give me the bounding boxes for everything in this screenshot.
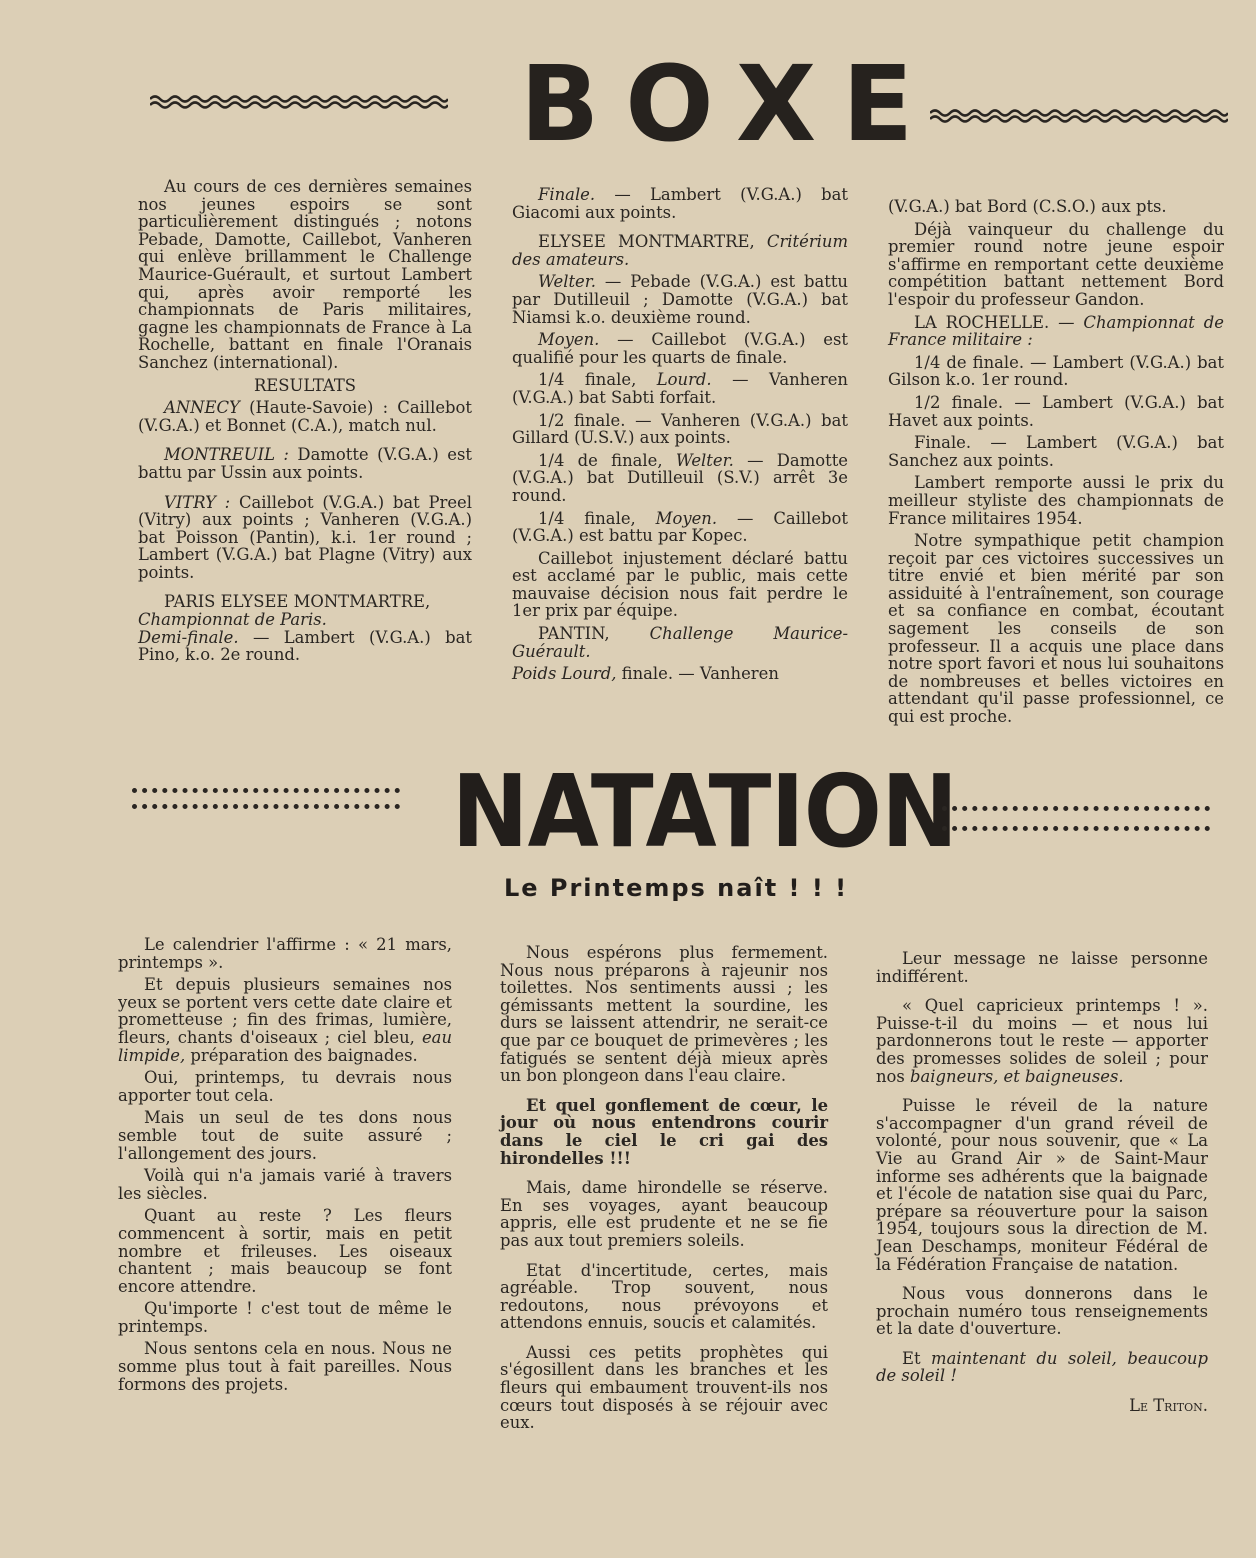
natation-title: NATATION xyxy=(451,753,958,870)
result-paris-title: PARIS ELYSEE MONTMARTRE, xyxy=(164,592,431,612)
result-sf: 1/2 finale. — Vanheren (V.G.A.) bat Gillard (U.S.V.) aux points. xyxy=(512,410,848,448)
result-vitry: VITRY : Caillebot (V.G.A.) bat Preel (Vitry) aux points ; Vanheren (V.G.A.) bat Poisson (Pantin), k.i. 1er round ; Lambert (V.G.A.) bat Plagne (Vitry) aux points. xyxy=(138,492,472,582)
nat-p4: Mais un seul de tes dons nous semble tout de suite assuré ; l'allongement des jours. xyxy=(118,1108,452,1163)
wavy-rule-right xyxy=(930,108,1228,124)
result-qf-moyen: 1/4 finale, Moyen. — Caillebot (V.G.A.) est battu par Kopec. xyxy=(512,508,849,546)
nat-c3-p1: Leur message ne laisse personne indifférent. xyxy=(876,949,1208,986)
nat-p1: Le calendrier l'affirme : « 21 mars, printemps ». xyxy=(118,935,452,972)
result-la-rochelle: LA ROCHELLE. — Championnat de France militaire : xyxy=(888,312,1224,350)
result-welter: Welter. — Pebade (V.G.A.) est battu par Dutilleuil ; Damotte (V.G.A.) bat Niamsi k.o. deuxième round. xyxy=(512,272,848,327)
bord-result: (V.G.A.) bat Bord (C.S.O.) aux pts. xyxy=(888,197,1167,216)
nat-p2: Et depuis plusieurs semaines nos yeux se portent vers cette date claire et prometteuse ; fin des frimas, lumière, fleurs, chants d'oiseaux ; ciel bleu, eau limpide, préparation des baignades. xyxy=(118,975,452,1065)
result-annecy: ANNECY (Haute-Savoie) : Caillebot (V.G.A.) et Bonnet (C.A.), match nul. xyxy=(138,398,472,435)
nat-c2-p5: Aussi ces petits prophètes qui s'égosillent dans les branches et les fleurs qui embaument trouvent-ils nos cœurs tout disposés à se réjouir avec eux. xyxy=(500,1342,828,1433)
nat-c2-p3: Mais, dame hirondelle se réserve. En ses voyages, ayant beaucoup appris, elle est prudente et ne se fie pas aux tout premiers soleils. xyxy=(500,1178,828,1250)
dotted-rule-left xyxy=(132,788,400,814)
nat-c3-p3: Puisse le réveil de la nature s'accompagner d'un grand réveil de volonté, pour nous souvenir, que « La Vie au Grand Air » de Saint-Maur informe ses adhérents que la baignade et l'école de natation sise quai du Parc, prépare sa réouverture pour la saison 1954, toujours sous la direction de M. Jean Deschamps, moniteur Fédéral de la Fédération Française de natation. xyxy=(876,1096,1208,1274)
dotted-rule-right xyxy=(942,806,1210,836)
nat-p8: Nous sentons cela en nous. Nous ne somme plus tout à fait pareilles. Nous formons des projets. xyxy=(118,1339,452,1394)
result-qf-lourd: 1/4 finale, Lourd. — Vanheren (V.G.A.) bat Sabti forfait. xyxy=(512,370,848,407)
boxe-intro: Au cours de ces dernières semaines nos jeunes espoirs se sont particulièrement distingués ; notons Pebade, Damotte, Caillebot, Vanheren qui enlève brillamment le Challenge Maurice-Guérault, et surtout Lambert qui, après avoir remporté les championnats de Paris militaires, gagne les championnats de France à La Rochelle, battant en finale l'Oranais Sanchez (international). xyxy=(138,177,472,372)
nat-c2-p2: Et quel gonflement de cœur, le jour où nous entendrons courir dans le ciel le cri gai des hirondelles !!! xyxy=(500,1095,828,1168)
boxe-column-2 xyxy=(512,186,848,688)
boxe-title: BOXE xyxy=(520,43,940,165)
nat-p7: Qu'importe ! c'est tout de même le printemps. xyxy=(118,1299,452,1336)
deja-paragraph: Déjà vainqueur du challenge du premier round notre jeune espoir s'affirme en remportant cette deuxième compétition battant nettement Bord l'espoir du professeur Gandon. xyxy=(888,219,1224,309)
result-poids-lourd: Poids Lourd, finale. — Vanheren xyxy=(512,664,779,684)
boxe-column-1 xyxy=(138,178,472,669)
result-montreuil: MONTREUIL : Damotte (V.G.A.) est battu par Ussin aux points. xyxy=(138,445,472,482)
boxe-column-3 xyxy=(888,198,1224,731)
natation-column-3 xyxy=(876,950,1208,1420)
resultats-heading: RESULTATS xyxy=(253,375,357,395)
result-elysee: ELYSEE MONTMARTRE, Critérium des amateurs. xyxy=(512,232,848,269)
result-pantin: PANTIN, Challenge Maurice-Guérault. xyxy=(512,624,848,661)
lr-quarter-final: 1/4 de finale. — Lambert (V.G.A.) bat Gilson k.o. 1er round. xyxy=(888,352,1224,390)
nat-c3-p5: Et maintenant du soleil, beaucoup de soleil ! xyxy=(876,1348,1208,1386)
nat-p6: Quant au reste ? Les fleurs commencent à sortir, mais en petit nombre et frileuses. Les oiseaux chantent ; mais beaucoup se font encore attendre. xyxy=(118,1206,452,1296)
nat-c3-p2: « Quel capricieux printemps ! ». Puisse-t-il du moins — et nous lui pardonnerons tout le reste — apporter des promesses solides de soleil ; pour nos baigneurs, et baigneuses. xyxy=(876,996,1208,1086)
result-paris-championship: Championnat de Paris. xyxy=(138,610,327,630)
caillebot-paragraph: Caillebot injustement déclaré battu est acclamé par le public, mais cette mauvaise décision nous fait perdre le 1er prix par équipe. xyxy=(512,548,848,621)
nat-c2-p1: Nous espérons plus fermement. Nous nous préparons à rajeunir nos toilettes. Nos sentiments aussi ; les gémissants mettent la sourdine, les durs se laissent attendrir, ne serait-ce que par ce bouquet de primevères ; les fatigués se sentent déjà mieux après un bon plongeon dans l'eau claire. xyxy=(500,943,828,1086)
signature: Le Triton. xyxy=(1129,1396,1208,1416)
nat-p3: Oui, printemps, tu devrais nous apporter tout cela. xyxy=(118,1068,452,1105)
natation-column-1 xyxy=(118,936,452,1398)
nat-p5: Voilà qui n'a jamais varié à travers les siècles. xyxy=(118,1166,452,1203)
lr-semi-final: 1/2 finale. — Lambert (V.G.A.) bat Havet aux points. xyxy=(888,392,1224,430)
natation-subtitle: Le Printemps naît ! ! ! xyxy=(503,874,849,902)
result-qf-welter: 1/4 de finale, Welter. — Damotte (V.G.A.) bat Dutilleuil (S.V.) arrêt 3e round. xyxy=(512,450,848,505)
lr-final: Finale. — Lambert (V.G.A.) bat Sanchez aux points. xyxy=(888,433,1224,470)
nat-c3-p4: Nous vous donnerons dans le prochain numéro tous renseignements et la date d'ouverture. xyxy=(876,1284,1208,1339)
nat-c2-p4: Etat d'incertitude, certes, mais agréable. Trop souvent, nous redoutons, nous prévoyons et attendons ennuis, soucis et calamités. xyxy=(500,1260,828,1333)
natation-column-2 xyxy=(500,944,828,1437)
result-demi-finale: Demi-finale. — Lambert (V.G.A.) bat Pino, k.o. 2e round. xyxy=(138,627,472,665)
prix-paragraph: Lambert remporte aussi le prix du meilleur styliste des championnats de France militaires 1954. xyxy=(888,473,1224,528)
result-moyen: Moyen. — Caillebot (V.G.A.) est qualifié pour les quarts de finale. xyxy=(512,330,848,367)
champion-paragraph: Notre sympathique petit champion reçoit par ces victoires successives un titre envié et bien mérité par son assiduité à l'entraînement, son courage et sa confiance en combat, écoutant sagement les conseils de son professeur. Il a acquis une place dans notre sport favori et nous lui souhaitons de nombreuses et belles victoires en attendant qu'il passe professionnel, ce qui est proche. xyxy=(888,531,1224,727)
result-finale: Finale. — Lambert (V.G.A.) bat Giacomi aux points. xyxy=(512,185,848,222)
wavy-rule-left xyxy=(150,94,448,110)
